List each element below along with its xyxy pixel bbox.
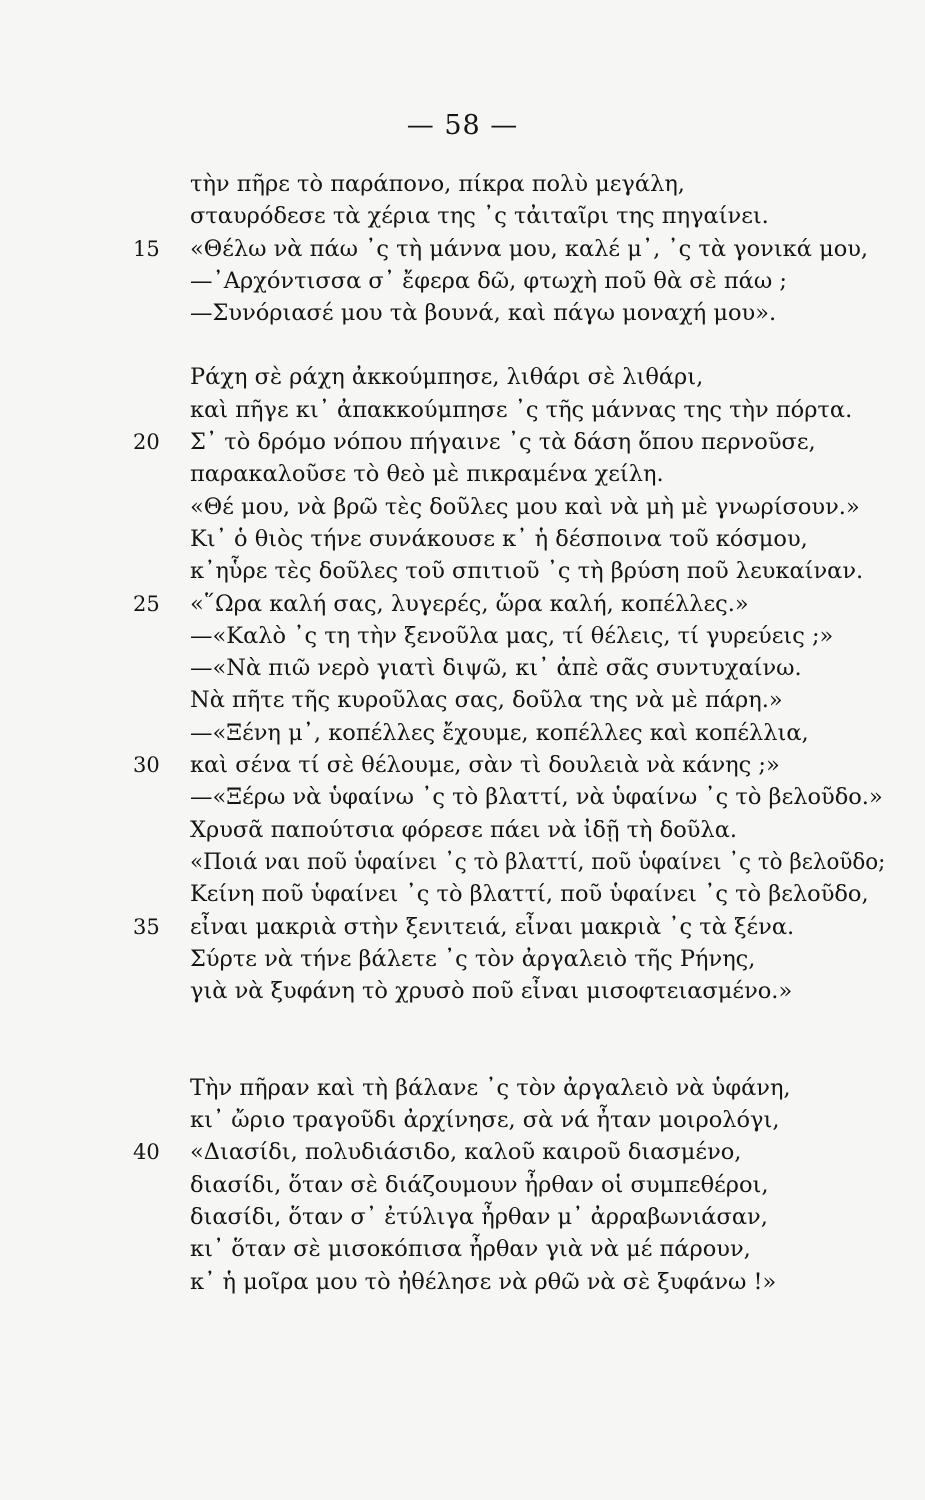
verse-line [0, 297, 925, 329]
line-number: 30 [133, 753, 160, 778]
line-number: 25 [133, 591, 160, 616]
line-text: κι᾽ ὤριο τραγοῦδι ἀρχίνησε, σὰ νά ἦταν μοιρολόγι, [190, 1107, 780, 1134]
line-text: διασίδι, ὅταν σὲ διάζουμουν ἦρθαν οἱ συμπεθέροι, [190, 1171, 769, 1198]
verse-line [0, 200, 925, 232]
line-number: 35 [133, 914, 160, 939]
verse-block [0, 168, 925, 1298]
line-text: —Συνόριασέ μου τὰ βουνά, καὶ πάγω μοναχή μου». [190, 300, 777, 327]
line-text: Ράχη σὲ ράχη ἀκκούμπησε, λιθάρι σὲ λιθάρι, [190, 364, 704, 391]
line-text: —«Ξέρω νὰ ὑφαίνω ᾽ς τὸ βλαττί, νὰ ὑφαίνω ᾽ς τὸ βελοῦδο.» [190, 784, 883, 811]
line-number: 15 [133, 236, 160, 261]
line-text: «Διασίδι, πολυδιάσιδο, καλοῦ καιροῦ διασμένο, [190, 1139, 742, 1166]
line-text: Κι᾽ ὁ θιὸς τήνε συνάκουσε κ᾽ ἡ δέσποινα τοῦ κόσμου, [190, 525, 808, 552]
verse-line [0, 911, 925, 943]
line-text: Σ᾽ τὸ δρόμο νόπου πήγαινε ᾽ς τὰ δάση ὅπου περνοῦσε, [190, 429, 816, 456]
line-number: 40 [133, 1140, 160, 1165]
line-text: τὴν πῆρε τὸ παράπονο, πίκρα πολὺ μεγάλη, [190, 171, 685, 197]
verse-line [0, 749, 925, 781]
verse-line [0, 878, 925, 910]
line-text: γιὰ νὰ ξυφάνη τὸ χρυσὸ ποῦ εἶναι μισοφτειασμένο.» [190, 978, 793, 1005]
verse-line [0, 620, 925, 652]
stanza-gap [0, 1040, 925, 1072]
verse-line [0, 781, 925, 813]
line-number: 20 [133, 430, 160, 455]
stanza-gap [0, 329, 925, 361]
verse-line [0, 1201, 925, 1233]
line-text: διασίδι, ὅταν σ᾽ ἐτύλιγα ἦρθαν μ᾽ ἀρραβωνιάσαν, [190, 1203, 768, 1230]
verse-line [0, 717, 925, 749]
verse-line [0, 975, 925, 1007]
verse-line [0, 1072, 925, 1104]
line-text: «Ποιά ναι ποῦ ὑφαίνει ᾽ς τὸ βλαττί, ποῦ ὑφαίνει ᾽ς τὸ βελοῦδο; [190, 848, 886, 875]
verse-line [0, 426, 925, 458]
line-text: Τὴν πῆραν καὶ τὴ βάλανε ᾽ς τὸν ἀργαλειὸ νὰ ὑφάνη, [190, 1074, 791, 1101]
verse-line [0, 361, 925, 393]
line-text: σταυρόδεσε τὰ χέρια της ᾽ς τἀιταῖρι της πηγαίνει. [190, 203, 769, 230]
line-text: —«Νὰ πιῶ νερὸ γιατὶ διψῶ, κι᾽ ἀπὲ σᾶς συντυχαίνω. [190, 655, 802, 682]
verse-line [0, 684, 925, 716]
verse-line [0, 168, 925, 200]
verse-line [0, 1104, 925, 1136]
line-text: —«Ξένη μ᾽, κοπέλλες ἔχουμε, κοπέλλες καὶ κοπέλλια, [190, 719, 809, 746]
line-text: καὶ πῆγε κι᾽ ἀπακκούμπησε ᾽ς τῆς μάννας της τὴν πόρτα. [190, 396, 853, 423]
verse-line [0, 652, 925, 684]
verse-line [0, 394, 925, 426]
stanza-2 [0, 361, 925, 1039]
line-text: Χρυσᾶ παπούτσια φόρεσε πάει νὰ ἰδῇ τὴ δοῦλα. [190, 816, 738, 843]
verse-line [0, 1233, 925, 1265]
line-text: «Θέ μου, νὰ βρῶ τὲς δοῦλες μου καὶ νὰ μὴ μὲ γνωρίσουν.» [190, 493, 860, 520]
verse-line [0, 814, 925, 846]
verse-line [0, 1007, 925, 1039]
verse-line [0, 491, 925, 523]
verse-line [0, 943, 925, 975]
page-number: — 58 — [406, 110, 519, 141]
verse-line [0, 1169, 925, 1201]
verse-line [0, 555, 925, 587]
line-text: κ᾽ηὗρε τὲς δοῦλες τοῦ σπιτιοῦ ᾽ς τὴ βρύση ποῦ λευκαίναν. [190, 558, 864, 585]
line-text: Νὰ πῆτε τῆς κυροῦλας σας, δοῦλα της νὰ μὲ πάρη.» [190, 687, 783, 714]
line-text: εἶναι μακριὰ στὴν ξενιτειά, εἶναι μακριὰ ᾽ς τὰ ξένα. [190, 913, 795, 940]
line-text: —«Καλὸ ᾽ς τη τὴν ξενοῦλα μας, τί θέλεις, τί γυρεύεις ;» [190, 622, 834, 649]
line-text: κι᾽ ὅταν σὲ μισοκόπισα ἦρθαν γιὰ νὰ μέ πάρουν, [190, 1236, 751, 1263]
line-text: Κείνη ποῦ ὑφαίνει ᾽ς τὸ βλαττί, ποῦ ὑφαίνει ᾽ς τὸ βελοῦδο, [190, 881, 869, 908]
line-text: κ᾽ ἡ μοῖρα μου τὸ ἠθέλησε νὰ ρθῶ νὰ σὲ ξυφάνω !» [190, 1268, 777, 1295]
line-text: «Θέλω νὰ πάω ᾽ς τὴ μάννα μου, καλέ μ᾽, ᾽ς τὰ γονικά μου, [190, 235, 869, 262]
verse-line [0, 458, 925, 490]
verse-line [0, 523, 925, 555]
verse-line [0, 846, 925, 878]
line-text: καὶ σένα τί σὲ θέλουμε, σὰν τὶ δουλειὰ νὰ κάνης ;» [190, 752, 780, 779]
verse-line [0, 588, 925, 620]
verse-line [0, 1266, 925, 1298]
verse-line [0, 265, 925, 297]
line-text: παρακαλοῦσε τὸ θεὸ μὲ πικραμένα χείλη. [190, 461, 664, 488]
verse-line [0, 1136, 925, 1168]
stanza-3 [0, 1072, 925, 1298]
line-text: —᾽Αρχόντισσα σ᾽ ἔφερα δῶ, φτωχὴ ποῦ θὰ σὲ πάω ; [190, 267, 787, 294]
stanza-1 [0, 168, 925, 329]
line-text: Σύρτε νὰ τήνε βάλετε ᾽ς τὸν ἀργαλειὸ τῆς Ρήνης, [190, 945, 756, 972]
line-text: «῞Ωρα καλή σας, λυγερές, ὥρα καλή, κοπέλλες.» [190, 590, 749, 617]
verse-line [0, 233, 925, 265]
